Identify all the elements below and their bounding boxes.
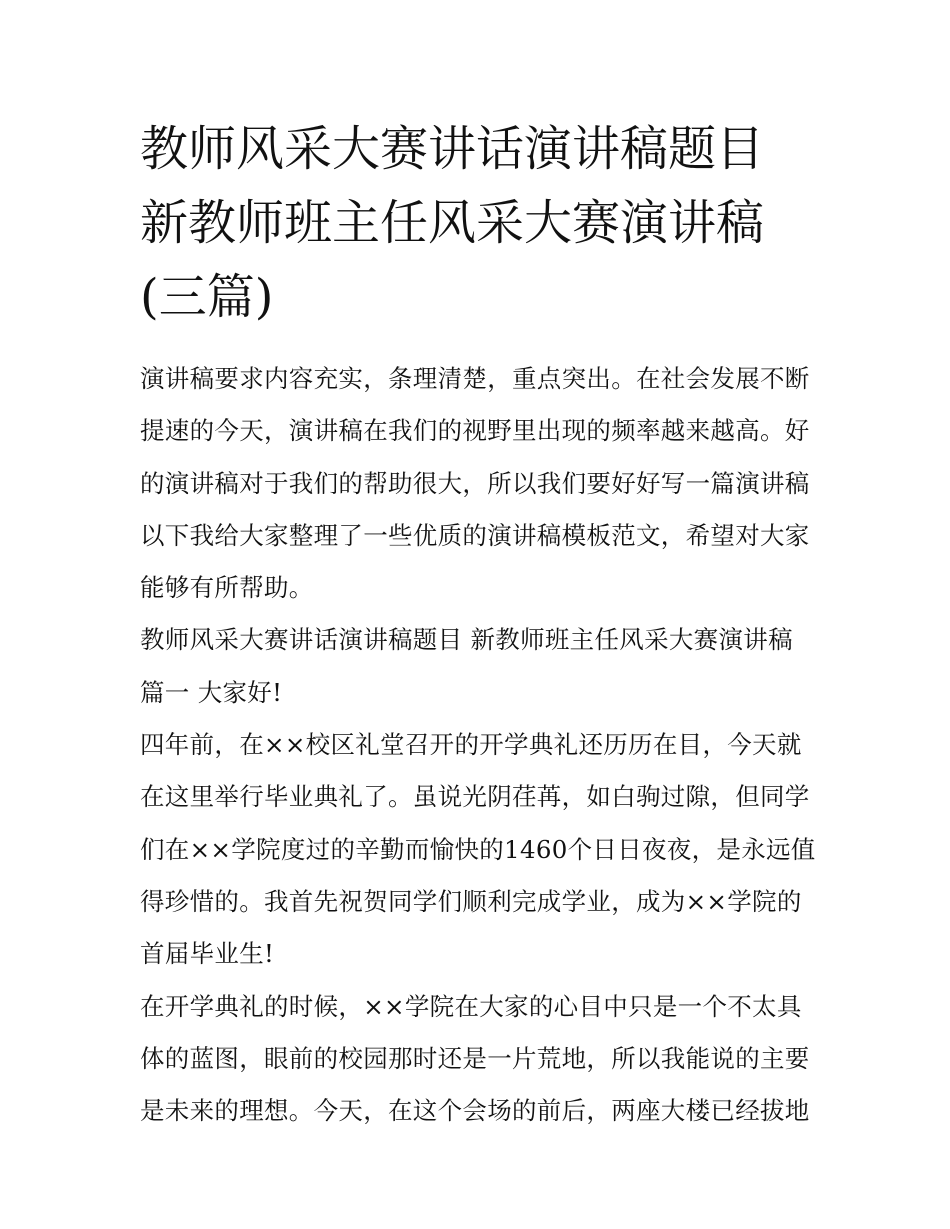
body-line: 篇一 大家好! bbox=[140, 677, 283, 707]
body-line: 们在××学院度过的辛勤而愉快的1460个日日夜夜，是永远值 bbox=[140, 834, 816, 864]
body-line: 首届毕业生! bbox=[140, 939, 275, 969]
body-line: 是未来的理想。今天，在这个会场的前后，两座大楼已经拔地 bbox=[140, 1096, 810, 1126]
document-body bbox=[140, 353, 830, 1137]
title-line-1: 教师风采大赛讲话演讲稿题目 bbox=[140, 121, 765, 177]
body-line: 以下我给大家整理了一些优质的演讲稿模板范文，希望对大家 bbox=[140, 520, 810, 550]
subheading-line: 教师风采大赛讲话演讲稿题目 新教师班主任风采大赛演讲稿 bbox=[140, 625, 793, 655]
body-line: 的演讲稿对于我们的帮助很大，所以我们要好好写一篇演讲稿 bbox=[140, 468, 810, 498]
body-line: 得珍惜的。我首先祝贺同学们顺利完成学业，成为××学院的 bbox=[140, 886, 802, 916]
body-line: 体的蓝图，眼前的校园那时还是一片荒地，所以我能说的主要 bbox=[140, 1043, 810, 1073]
title-line-2: 新教师班主任风采大赛演讲稿 bbox=[140, 195, 765, 251]
body-line: 提速的今天，演讲稿在我们的视野里出现的频率越来越高。好 bbox=[140, 416, 810, 446]
body-line: 四年前，在××校区礼堂召开的开学典礼还历历在目，今天就 bbox=[140, 730, 802, 760]
body-line: 在开学典礼的时候，××学院在大家的心目中只是一个不太具 bbox=[140, 991, 802, 1021]
title-line-3: (三篇) bbox=[140, 269, 274, 325]
document-title bbox=[140, 112, 820, 334]
body-line: 在这里举行毕业典礼了。虽说光阴荏苒，如白驹过隙，但同学 bbox=[140, 782, 810, 812]
body-line: 能够有所帮助。 bbox=[140, 573, 314, 603]
body-line: 演讲稿要求内容充实，条理清楚，重点突出。在社会发展不断 bbox=[140, 364, 810, 393]
